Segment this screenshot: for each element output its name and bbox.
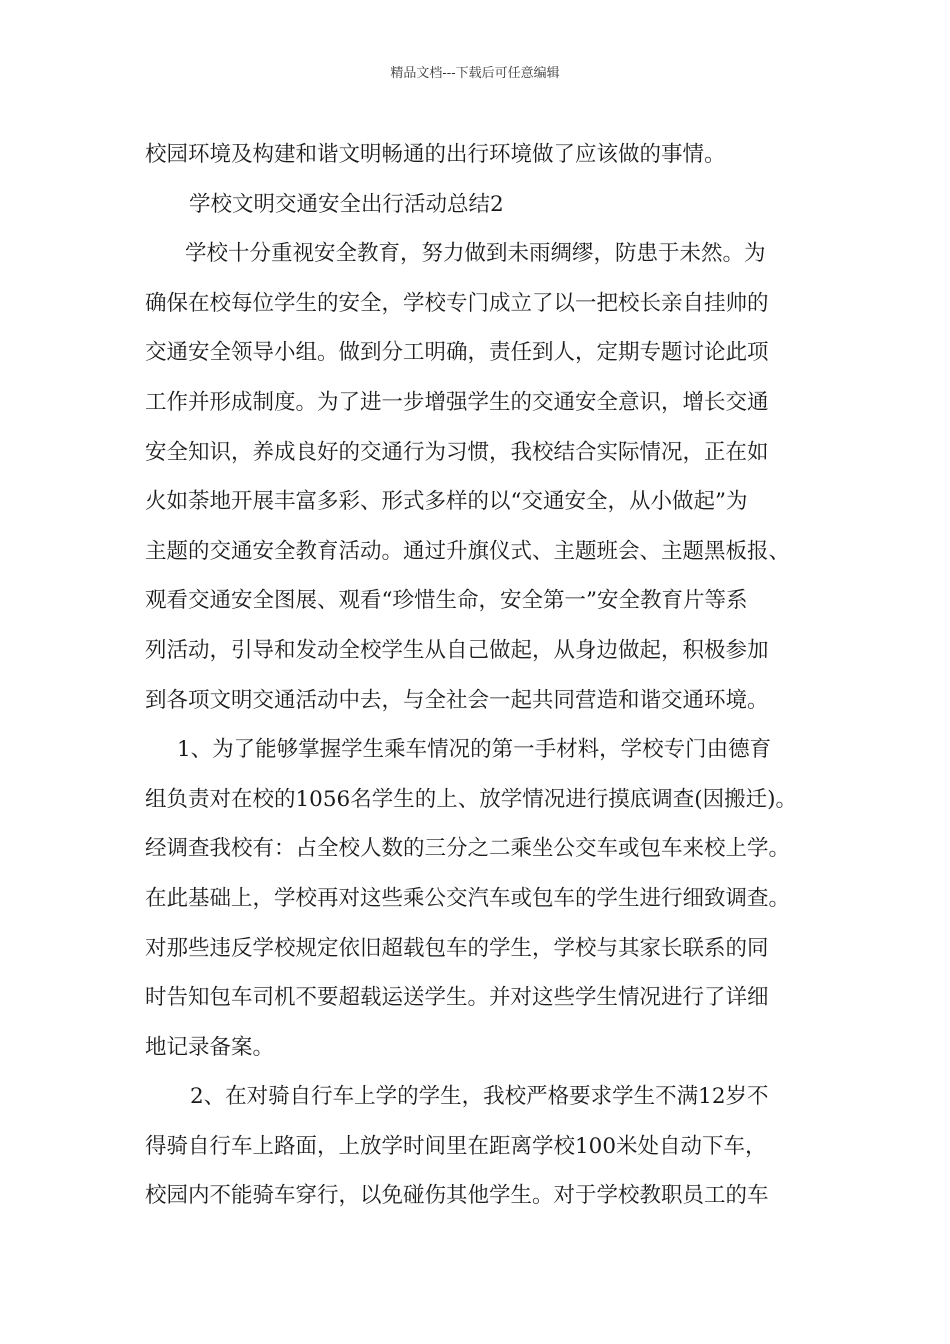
text-line: 组负责对在校的1056名学生的上、放学情况进行摸底调查(因搬迁)。: [145, 786, 797, 812]
text-line: 校园环境及构建和谐文明畅通的出行环境做了应该做的事情。: [145, 142, 726, 167]
page-header: 精品文档---下载后可任意编辑: [390, 66, 560, 81]
text-line: 观看交通安全图展、观看“珍惜生命，安全第一”安全教育片等系: [145, 588, 748, 614]
text-line: 时告知包车司机不要超载运送学生。并对这些学生情况进行了详细: [145, 985, 769, 1011]
section-heading: 学校文明交通安全出行活动总结2: [189, 191, 504, 217]
text-line: 地记录备案。: [145, 1034, 275, 1060]
paragraph-start: 1、为了能够掌握学生乘车情况的第一手材料，学校专门由德育: [177, 737, 772, 763]
text-line: 经调查我校有：占全校人数的三分之二乘坐公交车或包车来校上学。: [145, 836, 791, 862]
paragraph-start: 2、在对骑自行车上学的学生，我校严格要求学生不满12岁不: [190, 1084, 769, 1110]
text-line: 到各项文明交通活动中去，与全社会一起共同营造和谐交通环境。: [145, 687, 769, 713]
text-line: 工作并形成制度。为了进一步增强学生的交通安全意识，增长交通: [145, 389, 769, 415]
text-line: 主题的交通安全教育活动。通过升旗仪式、主题班会、主题黑板报、: [145, 538, 791, 564]
text-line: 安全知识，养成良好的交通行为习惯，我校结合实际情况，正在如: [145, 439, 769, 465]
paragraph-start: 学校十分重视安全教育，努力做到未雨绸缪，防患于未然。为: [185, 241, 766, 267]
text-line: 在此基础上，学校再对这些乘公交汽车或包车的学生进行细致调查。: [145, 885, 791, 911]
text-line: 得骑自行车上路面，上放学时间里在距离学校100米处自动下车，: [145, 1133, 767, 1159]
text-line: 列活动，引导和发动全校学生从自己做起，从身边做起，积极参加: [145, 637, 769, 663]
text-line: 交通安全领导小组。做到分工明确，责任到人，定期专题讨论此项: [145, 340, 769, 366]
document-body: [145, 130, 815, 1221]
text-line: 火如荼地开展丰富多彩、形式多样的以“交通安全，从小做起”为: [145, 489, 748, 515]
text-line: 确保在校每位学生的安全，学校专门成立了以一把校长亲自挂帅的: [145, 290, 769, 316]
text-line: 校园内不能骑车穿行，以免碰伤其他学生。对于学校教职员工的车: [145, 1183, 769, 1209]
text-line: 对那些违反学校规定依旧超载包车的学生，学校与其家长联系的同: [145, 935, 769, 961]
